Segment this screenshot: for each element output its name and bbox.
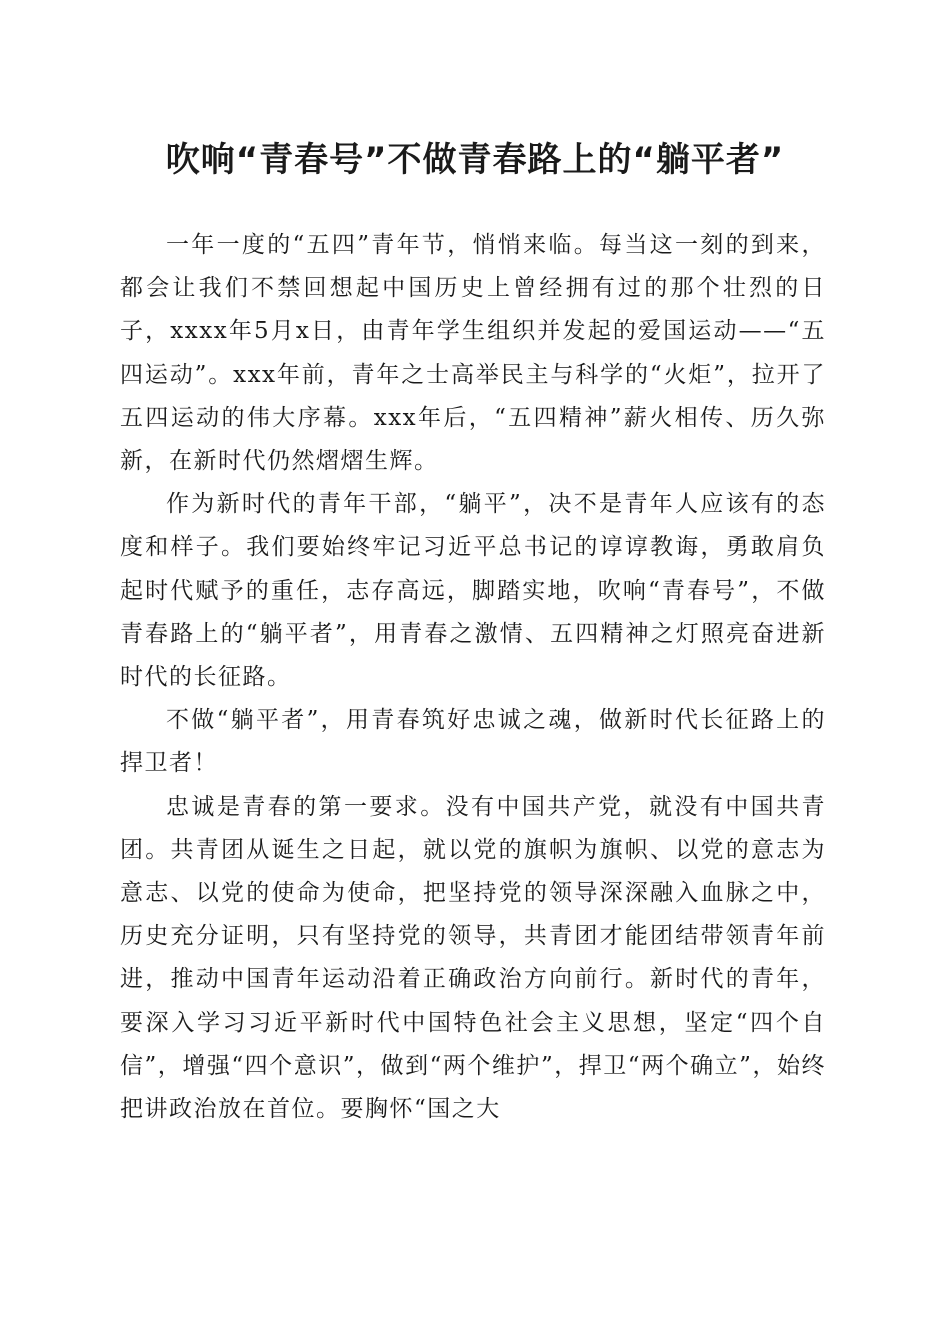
paragraph-1: 一年一度的“五四”青年节，悄悄来临。每当这一刻的到来，都会让我们不禁回想起中国历史上曾经拥有过的那个壮烈的日子，xxxx年5月x日，由青年学生组织并发起的爱国运动——“五四运动”。xxx年前，青年之士高举民主与科学的“火炬”，拉开了五四运动的伟大序幕。xxx年后，“五四精神”薪火相传、历久弥新，在新时代仍然熠熠生辉。 (120, 232, 826, 475)
document-body (120, 224, 826, 1131)
paragraph-2: 作为新时代的青年干部，“躺平”，决不是青年人应该有的态度和样子。我们要始终牢记习近平总书记的谆谆教诲，勇敢肩负起时代赋予的重任，志存高远，脚踏实地，吹响“青春号”，不做青春路上的“躺平者”，用青春之激情、五四精神之灯照亮奋进新时代的长征路。 (120, 491, 826, 691)
document-title: 吹响“青春号”不做青春路上的“躺平者” (165, 140, 785, 180)
paragraph-4: 忠诚是青春的第一要求。没有中国共产党，就没有中国共青团。共青团从诞生之日起，就以党的旗帜为旗帜、以党的意志为意志、以党的使命为使命，把坚持党的领导深深融入血脉之中，历史充分证明，只有坚持党的领导，共青团才能团结带领青年前进，推动中国青年运动沿着正确政治方向前行。新时代的青年，要深入学习习近平新时代中国特色社会主义思想，坚定“四个自信”，增强“四个意识”，做到“两个维护”，捍卫“两个确立”，始终把讲政治放在首位。要胸怀“国之大 (120, 793, 826, 1123)
paragraph-3: 不做“躺平者”，用青春筑好忠诚之魂，做新时代长征路上的捍卫者！ (120, 707, 826, 777)
